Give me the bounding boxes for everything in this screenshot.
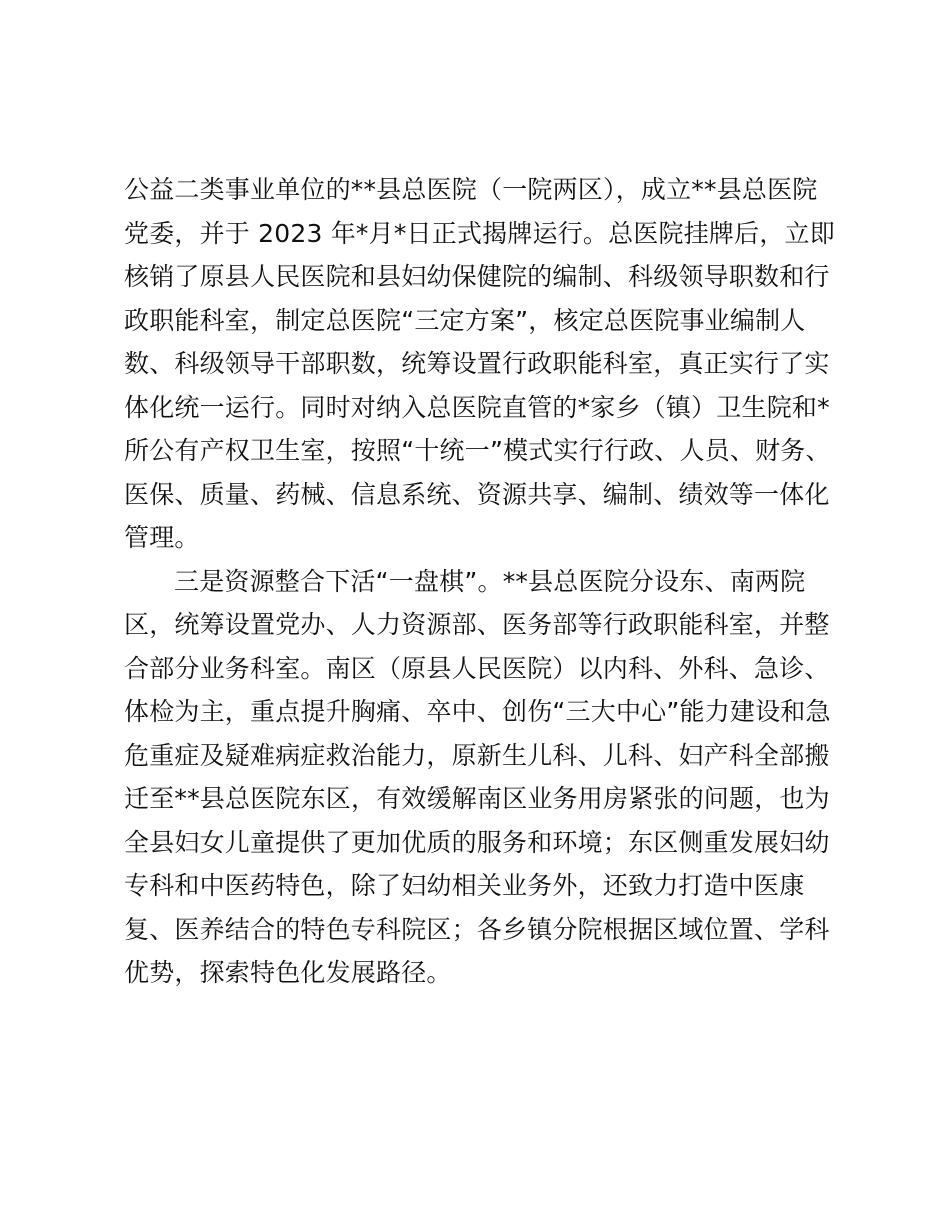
text-line: 复、医养结合的特色专科院区；各乡镇分院根据区域位置、学科 [124,914,830,944]
document-body [124,168,835,995]
text-line: 所公有产权卫生室，按照“十统一”模式实行行政、人员、财务、 [124,436,831,465]
text-line: 医保、质量、药械、信息系统、资源共享、编制、绩效等一体化 [124,479,830,509]
text-line: 危重症及疑难病症救治能力，原新生儿科、儿科、妇产科全部搬 [124,740,830,770]
text-line: 区，统筹设置党办、人力资源部、医务部等行政职能科室，并整 [124,610,830,639]
text-line: 体检为主，重点提升胸痛、卒中、创伤“三大中心”能力建设和急 [124,697,831,726]
paragraph-2 [124,560,831,995]
text-line: 专科和中医药特色，除了妇幼相关业务外，还致力打造中医康 [124,871,805,900]
text-line: 全县妇女儿童提供了更加优质的服务和环境；东区侧重发展妇幼 [124,827,830,857]
text-line: 优势，探索特色化发展路径。 [124,958,452,987]
text-line: 体化统一运行。同时对纳入总医院直管的*家乡（镇）卫生院和* [124,392,830,422]
text-line: 合部分业务科室。南区（原县人民医院）以内科、外科、急诊、 [124,653,830,683]
text-line: 公益二类事业单位的**县总医院（一院两区），成立**县总医院 [124,175,818,204]
text-line: 核销了原县人民医院和县妇幼保健院的编制、科级领导职数和行 [124,262,830,291]
text-line: 数、科级领导干部职数，统筹设置行政职能科室，真正实行了实 [124,349,830,378]
text-line-indented: 三是资源整合下活“一盘棋”。**县总医院分设东、南两院 [174,566,806,596]
text-line: 政职能科室，制定总医院“三定方案”，核定总医院事业编制人 [124,305,806,335]
paragraph-1 [124,168,835,560]
text-line: 管理。 [124,523,200,552]
text-line: 党委，并于 2023 年*月*日正式揭牌运行。总医院挂牌后，立即 [124,218,835,248]
text-line: 迁至**县总医院东区，有效缓解南区业务用房紧张的问题，也为 [124,784,830,813]
